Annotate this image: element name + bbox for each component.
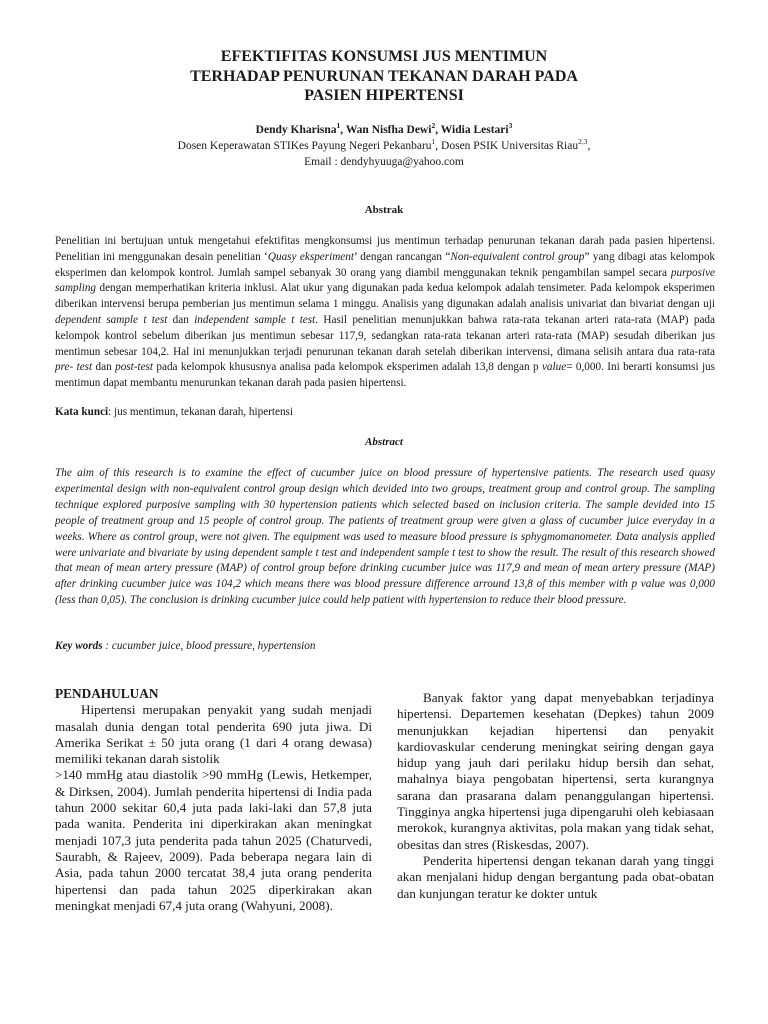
abstrak-heading: Abstrak [364, 204, 404, 216]
abstrak-italic: independent sample t test [194, 313, 316, 326]
key-words [55, 640, 715, 652]
abstrak-italic: post-test [115, 361, 154, 374]
abstrak-text: . Hasil penelitian menunjukkan bahwa rata-rata tekanan arteri rata-rata (MAP) pada kelompok kontrol sebelum diberikan jus mentimun sebesar 117,9, sedangkan rata-rata tekanan arteri rata-rata (MAP) sesudah diberikan jus mentimun sebesar 104,2. Hal ini menunjukkan terjadi penurunan tekanan darah setelah diberikan intervensi, dimana selisih antara dua rata-rata [55, 313, 715, 358]
key-words-text: : cucumber juice, blood pressure, hypertension [102, 640, 316, 652]
body-paragraph: Banyak faktor yang dapat menyebabkan terjadinya hipertensi. Departemen kesehatan (Depkes) tahun 2009 menunjukkan kejadian hipertensi dan penyakit kardiovaskular cenderung meningkat seiring dengan gaya hidup yang jauh dari perilaku hidup bersih dan sehat, mahalnya biaya pengobatan hipertensi, serta kurangnya sarana dan prasarana dalam penanggulangan hipertensi. Tingginya angka hipertensi juga dipengaruhi oleh kebiasaan merokok, kurangnya aktivitas, pola makan yang tidak sehat, obesitas dan stres (Riskesdas, 2007). [397, 690, 714, 852]
section-heading: PENDAHULUAN [55, 686, 159, 701]
abstrak-italic: Non-equivalent control group [450, 250, 585, 263]
author-list [0, 121, 768, 136]
abstrak-italic: pre- test [55, 361, 93, 374]
left-column [55, 686, 372, 914]
title-line: EFEKTIFITAS KONSUMSI JUS MENTIMUN [220, 48, 548, 65]
abstrak-text: = 0,000. Ini berarti konsumsi jus mentimun dapat membantu menurunkan tekanan darah pada pasien hipertensi. [55, 361, 715, 390]
author-name: Widia Lestari [440, 124, 509, 136]
author-name: Wan Nisfha Dewi [345, 124, 432, 136]
abstrak-text: ’ dengan rancangan “ [353, 250, 451, 263]
abstrak-body [55, 234, 715, 392]
abstrak-text: Penelitian ini bertujuan untuk mengetahui efektifitas mengkonsumsi jus mentimun terhadap penurunan tekanan darah pada pasien hipertensi. Penelitian ini menggunakan desain penelitian ‘ [55, 235, 715, 263]
affiliation-text: , [587, 140, 591, 152]
affiliation-text: Dosen Keperawatan STIKes Payung Negeri Pekanbaru [177, 140, 432, 152]
author-name: Dendy Kharisna [255, 124, 337, 136]
author-superscript: 3 [508, 121, 513, 131]
abstrak-italic: value [541, 361, 567, 374]
affiliation-superscript: 2,3 [578, 137, 588, 147]
abstrak-text: ” yang dibagi atas kelompok eksperimen dan kelompok kontrol. Jumlah sampel sebanyak 30 orang yang diambil menggunakan teknik pengambilan sampel secara [55, 250, 716, 279]
kata-kunci-label: Kata kunci [55, 406, 109, 418]
affiliation-text: , Dosen PSIK Universitas Riau [435, 140, 579, 152]
abstrak-text: dan [167, 313, 195, 326]
body-paragraph: Penderita hipertensi dengan tekanan darah yang tinggi akan menjalani hidup dengan bergantung pada obat-obatan dan kunjungan teratur ke dokter untuk [397, 852, 714, 901]
abstrak-italic: Quasy eksperiment [267, 250, 354, 263]
abstrak-italic: purposive sampling [55, 266, 715, 295]
title-line: PASIEN HIPERTENSI [304, 87, 464, 104]
abstract-heading: Abstract [365, 436, 403, 448]
author-separator: , [435, 124, 441, 136]
abstrak-text: pada kelompok khususnya analisa pada kelompok eksperimen adalah 13,8 dengan p [153, 361, 542, 374]
abstrak-text: dengan memperhatikan kriteria inklusi. Alat ukur yang digunakan pada kedua kelompok adalah tensimeter. Pada kelompok eksperimen diberikan intervensi berupa pemberian jus mentimun selama 1 minggu. Analisis yang digunakan adalah analisis univariat dan bivariat dengan uji [55, 282, 715, 311]
kata-kunci-text: : jus mentimun, tekanan darah, hipertensi [108, 406, 294, 418]
kata-kunci [55, 406, 715, 418]
affiliation-superscript: 1 [431, 137, 436, 147]
author-email: Email : dendyhyuuga@yahoo.com [304, 156, 464, 168]
author-separator: , [340, 124, 346, 136]
abstrak-italic: dependent sample t test [55, 313, 168, 326]
title-line: TERHADAP PENURUNAN TEKANAN DARAH PADA [190, 67, 578, 85]
author-superscript: 2 [431, 121, 436, 131]
right-column [397, 690, 714, 902]
affiliation [0, 137, 768, 152]
body-paragraph: >140 mmHg atau diastolik >90 mmHg (Lewis, Hetkemper, & Dirksen, 2004). Jumlah penderita hipertensi di India pada tahun 2000 sekitar 60,4 juta pada laki-laki dan 57,8 juta pada wanita. Penderita ini diperkirakan akan meningkat menjadi 107,3 juta penderita pada tahun 2025 (Chaturvedi, Saurabh, & Rajeev, 2009). Pada beberapa negara lain di Asia, pada tahun 2000 tercatat 38,4 juta orang penderita hipertensi dan pada tahun 2025 diperkirakan akan meningkat menjadi 67,4 juta orang (Wahyuni, 2008). [55, 767, 372, 913]
key-words-label: Key words [55, 640, 103, 652]
abstract-body: The aim of this research is to examine the effect of cucumber juice on blood pressure of hypertensive patients. The research used quasy experimental design with non-equivalent control group design which devided into two groups, treatment group and control group. The sampling technique explored purposive sampling with 30 hypertension patients which selected based on inclusion criteria. The sample devided into 15 people of treatment group and 15 people of control group. The patients of treatment group were given a glass of cucumber juice everyday in a weeks. Where as control group, were not given. The equipment was used to measure blood pressure is sphygmomanometer. Data analysis applied were univariate and bivariate by using dependent sample t test and independent sample t test to show the result. The result of this research showed that mean of mean artery pressure (MAP) of control group before drinking cucumber juice was 117,9 and mean of mean artery pressure (MAP) after drinking cucumber juice was 104,2 which means there was blood pressure difference arround 13,8 of this member with p value was 0,000 (less than 0,05). The conclusion is drinking cucumber juice could help patient with hypertension to reduce their blood pressure. [55, 467, 715, 607]
author-superscript: 1 [336, 121, 341, 131]
body-paragraph: Hipertensi merupakan penyakit yang sudah menjadi masalah dunia dengan total penderita 690 juta jiwa. Di Amerika Serikat ± 50 juta orang (1 dari 4 orang dewasa) memiliki tekanan darah sistolik [55, 702, 372, 767]
abstrak-text: dan [92, 361, 116, 374]
paper-title [0, 47, 768, 106]
